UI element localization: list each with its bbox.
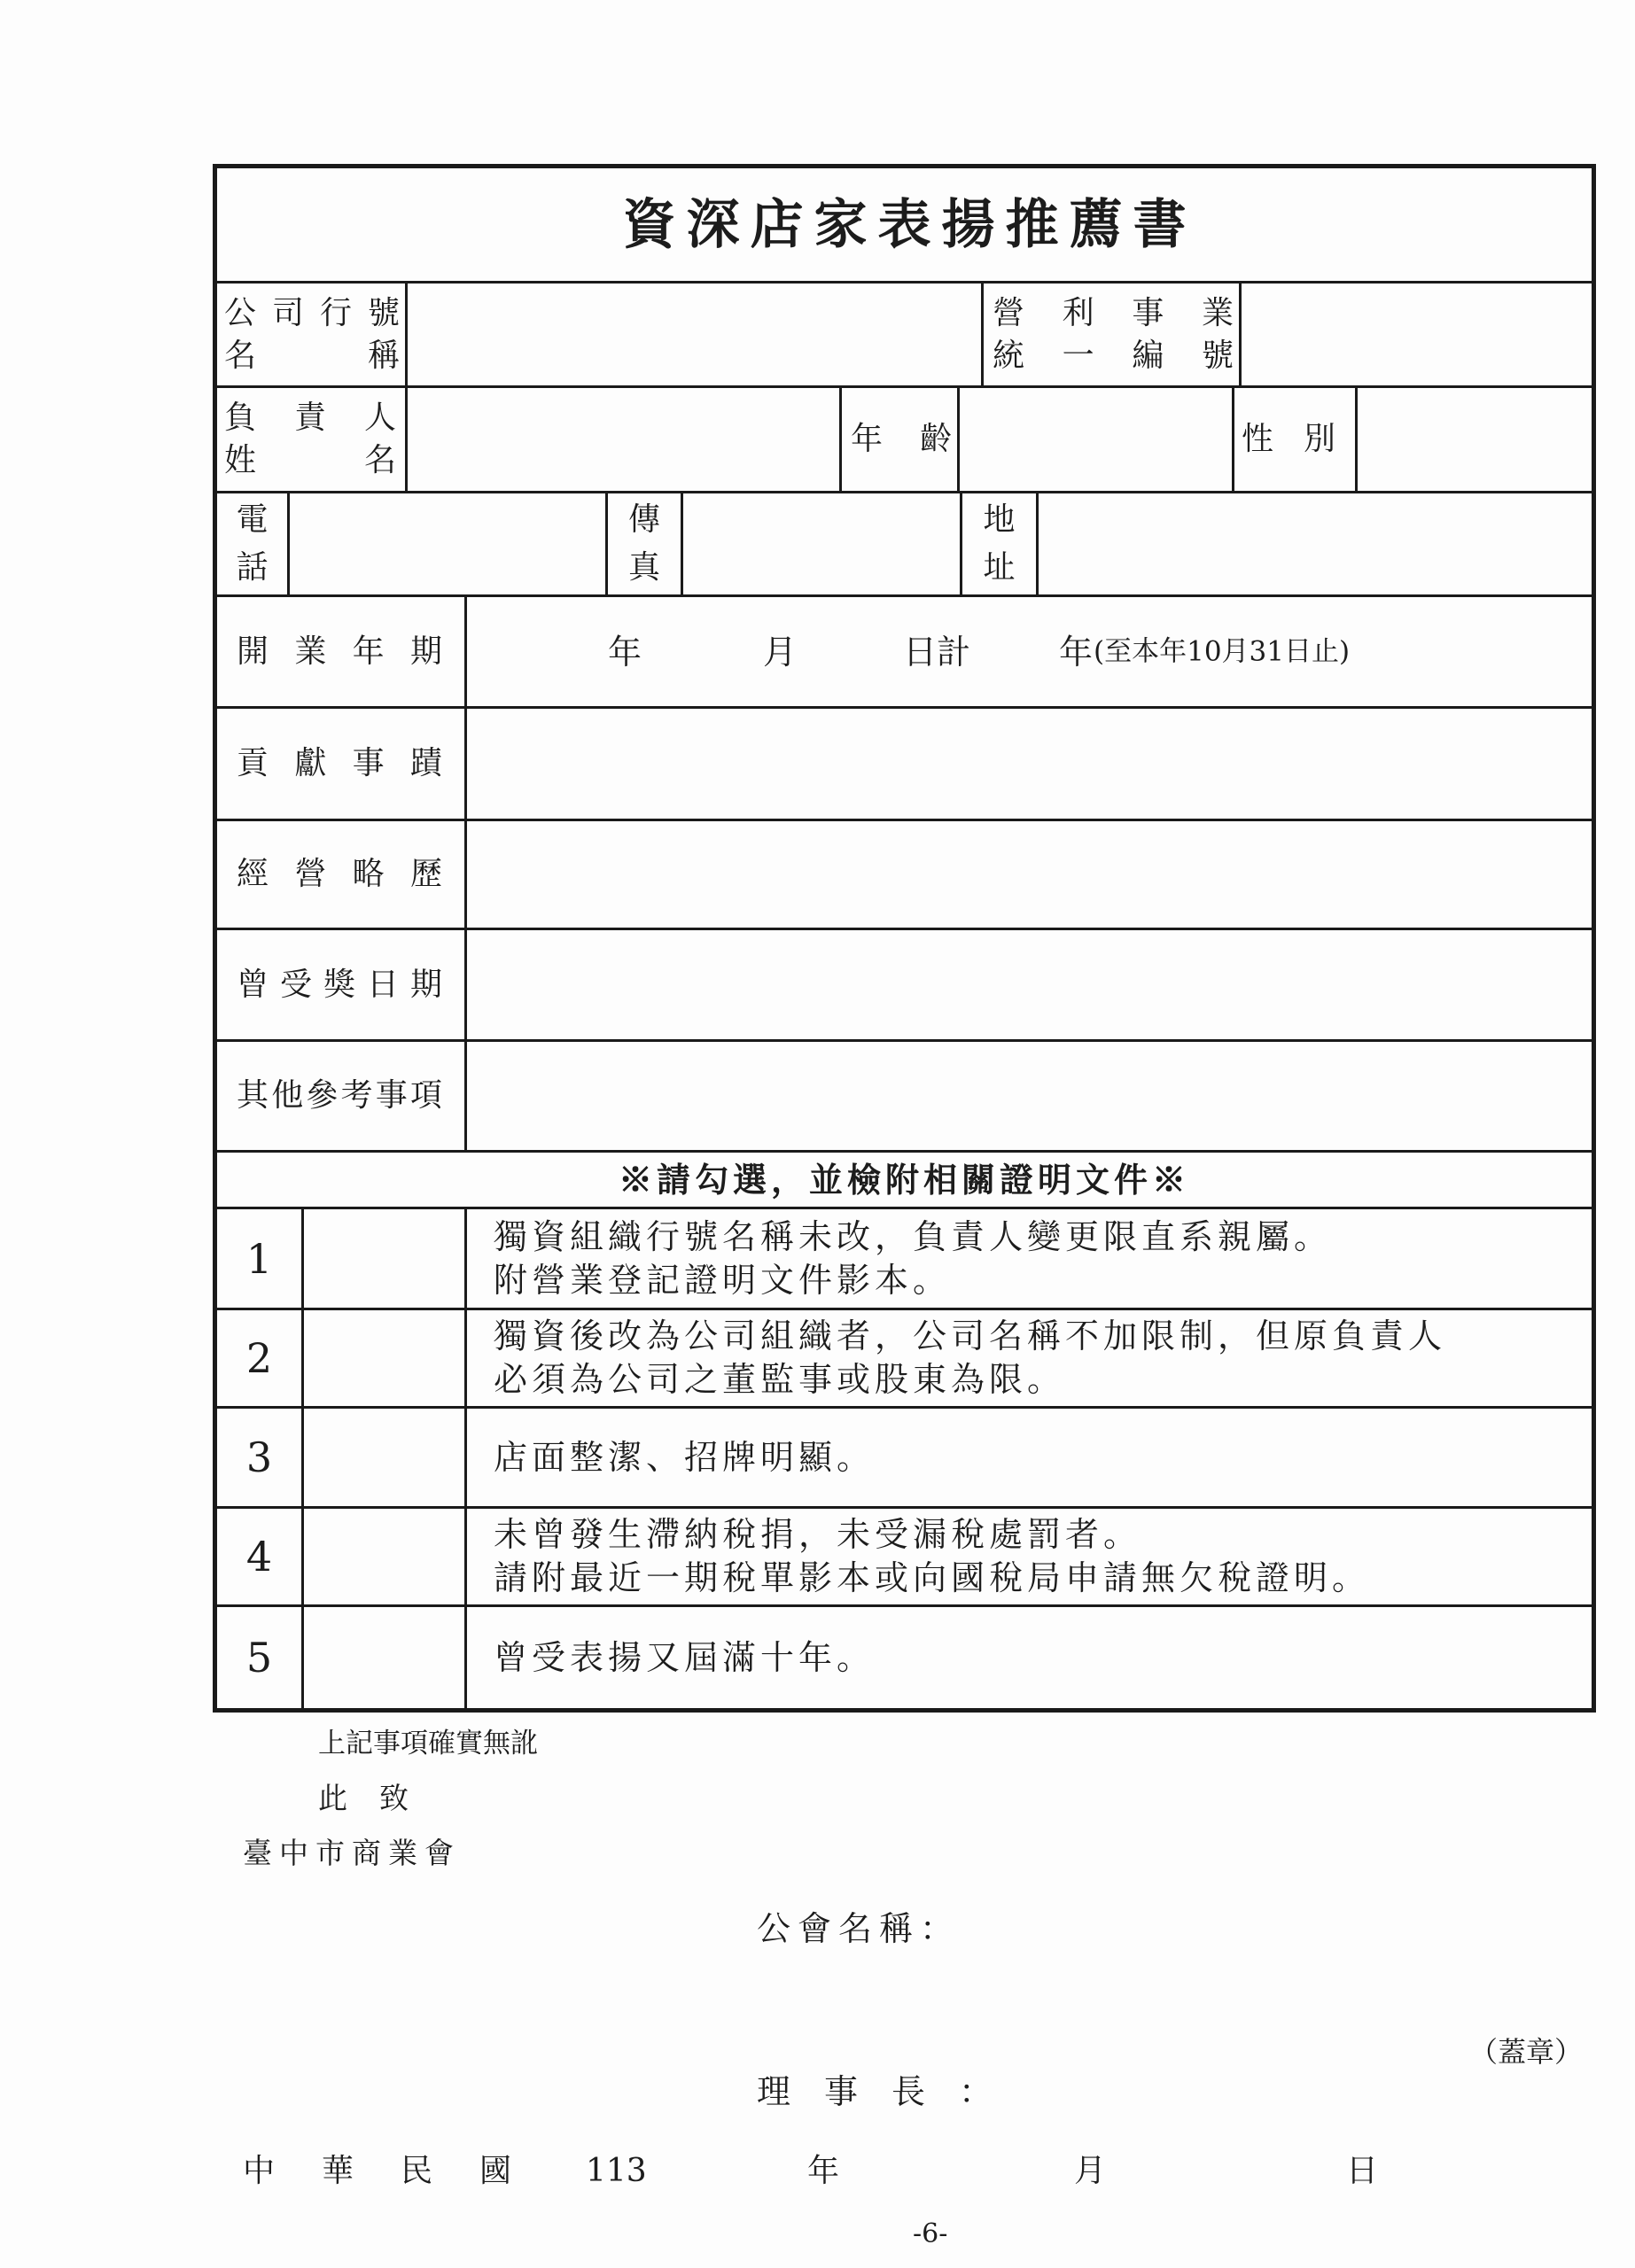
gender-label-cell	[1234, 388, 1358, 493]
checklist-item-4-line2: 請附最近一期稅單影本或向國稅局申請無欠稅證明。	[494, 1558, 1371, 1597]
checklist-item-1-number-cell	[217, 1209, 304, 1310]
phone-label-cell	[217, 493, 290, 597]
phone-label-wrap	[217, 496, 287, 592]
checklist-item-3-text-cell	[467, 1409, 1592, 1509]
recipient: 臺中市商業會	[243, 1836, 461, 1870]
checklist-item-3-text	[467, 1436, 875, 1480]
company-name-value-cell	[408, 284, 984, 388]
other-notes-value-cell	[467, 1042, 1592, 1153]
address-label-wrap	[962, 496, 1036, 592]
other-notes-label: 其他參考事項	[237, 1077, 442, 1114]
company-name-label-cell	[217, 284, 408, 388]
tax-id-label	[984, 292, 1239, 377]
checklist-item-2-number: 2	[245, 1334, 273, 1382]
checklist-item-2-text-cell	[467, 1310, 1592, 1409]
checklist-item-5-checkbox-cell	[304, 1607, 467, 1708]
company-name-label-line1: 公司行號	[224, 294, 400, 331]
opening-period-label-wrap	[217, 631, 464, 673]
opening-period-value-cell	[467, 597, 1592, 709]
owner-name-label-cell	[217, 388, 408, 493]
chairman-label: 理事長：	[757, 2072, 1027, 2111]
owner-name-label-line1: 負責人	[224, 400, 396, 436]
award-date-label: 曾受獎日期	[237, 966, 442, 1003]
owner-name-value-cell	[408, 388, 842, 493]
address-label: 地址	[983, 501, 1016, 586]
tax-id-label-cell	[984, 284, 1242, 388]
address-value-cell	[1039, 493, 1592, 597]
opening-period-label-cell	[217, 597, 467, 709]
checklist-item-4-checkbox-cell	[304, 1509, 467, 1607]
checklist-item-1-checkbox-cell	[304, 1209, 467, 1310]
age-value-cell	[960, 388, 1234, 493]
date-month-unit: 月	[1074, 2153, 1107, 2189]
opening-years-unit: 年	[1059, 632, 1094, 672]
checklist-item-3-checkbox-cell	[304, 1409, 467, 1509]
award-date-label-cell	[217, 930, 467, 1042]
gender-value-cell	[1358, 388, 1592, 493]
date-era: 中華民國	[243, 2153, 559, 2189]
opening-day-count-unit: 日計	[903, 632, 971, 672]
gender-label: 性別	[1242, 421, 1335, 457]
address-label-cell	[962, 493, 1039, 597]
checklist-item-5-number: 5	[245, 1634, 273, 1682]
fax-label: 傳真	[627, 501, 660, 586]
checklist-item-3-number: 3	[245, 1433, 273, 1481]
tax-id-label-line2: 統一編號	[993, 337, 1234, 374]
tax-id-label-line1: 營利事業	[993, 294, 1234, 331]
award-date-label-wrap	[217, 964, 464, 1006]
confirmation-statement: 上記事項確實無訛	[318, 1728, 538, 1759]
fax-label-wrap	[608, 496, 681, 592]
date-year: 113	[586, 2153, 647, 2189]
other-notes-label-cell	[217, 1042, 467, 1153]
contributions-value-cell	[467, 709, 1592, 821]
business-history-value-cell	[467, 821, 1592, 930]
fax-value-cell	[683, 493, 962, 597]
date-day-unit: 日	[1346, 2153, 1379, 2189]
form-title-row	[217, 168, 1592, 284]
checklist-item-5-text	[467, 1636, 875, 1680]
checklist-item-1-text-cell	[467, 1209, 1592, 1310]
business-history-label-cell	[217, 821, 467, 930]
checklist-item-1-line2: 附營業登記證明文件影本。	[494, 1260, 952, 1300]
opening-period-label: 開業年期	[237, 633, 442, 670]
page-number: -6-	[913, 2218, 948, 2249]
company-name-label	[217, 292, 405, 377]
salutation: 此致	[318, 1781, 440, 1815]
checklist-item-5-line1: 曾受表揚又屆滿十年。	[494, 1637, 876, 1677]
opening-month-unit: 月	[763, 632, 798, 672]
gender-label-wrap	[1234, 418, 1355, 461]
phone-label: 電話	[236, 501, 269, 586]
other-notes-label-wrap	[217, 1075, 464, 1117]
opening-year-unit: 年	[608, 632, 642, 672]
tax-id-value-cell	[1242, 284, 1592, 388]
checklist-item-2-text	[467, 1315, 1446, 1402]
checklist-item-2-checkbox-cell	[304, 1310, 467, 1409]
checklist-item-4-number-cell	[217, 1509, 304, 1607]
checklist-header: ※請勾選，並檢附相關證明文件※	[618, 1159, 1190, 1200]
date-year-unit: 年	[807, 2153, 840, 2189]
seal-note: （蓋章）	[1469, 2035, 1584, 2069]
checklist-item-1-line1: 獨資組織行號名稱未改，負責人變更限直系親屬。	[494, 1216, 1333, 1256]
association-name-label: 公會名稱：	[757, 1909, 962, 1948]
age-label-wrap	[842, 418, 957, 461]
checklist-item-5-number-cell	[217, 1607, 304, 1708]
checklist-header-row	[217, 1153, 1592, 1209]
checklist-item-4-number: 4	[245, 1533, 273, 1581]
award-date-value-cell	[467, 930, 1592, 1042]
checklist-item-1-text	[467, 1216, 1332, 1302]
opening-period-note: (至本年10月31日止)	[1094, 635, 1351, 667]
checklist-item-4-text-cell	[467, 1509, 1592, 1607]
checklist-item-4-line1: 未曾發生滯納稅捐，未受漏稅處罰者。	[494, 1515, 1142, 1554]
fax-label-cell	[608, 493, 683, 597]
business-history-label-wrap	[217, 853, 464, 896]
checklist-item-1-number: 1	[245, 1234, 273, 1283]
contributions-label-wrap	[217, 742, 464, 785]
owner-name-label-line2: 姓名	[224, 442, 396, 478]
checklist-item-3-line1: 店面整潔、招牌明顯。	[494, 1437, 876, 1477]
form-title: 資深店家表揚推薦書	[622, 193, 1197, 256]
contributions-label-cell	[217, 709, 467, 821]
company-name-label-line2: 名稱	[224, 337, 400, 374]
phone-value-cell	[290, 493, 608, 597]
checklist-item-4-text	[467, 1513, 1370, 1600]
business-history-label: 經營略歷	[237, 856, 442, 892]
age-label: 年齡	[851, 421, 952, 457]
checklist-item-3-number-cell	[217, 1409, 304, 1509]
checklist-item-2-line2: 必須為公司之董監事或股東為限。	[494, 1360, 1066, 1399]
age-label-cell	[842, 388, 960, 493]
contributions-label: 貢獻事蹟	[237, 745, 442, 781]
checklist-item-2-line1: 獨資後改為公司組織者，公司名稱不加限制，但原負責人	[494, 1317, 1447, 1355]
recommendation-form-table	[213, 164, 1596, 1713]
owner-name-label	[217, 397, 405, 482]
checklist-item-2-number-cell	[217, 1310, 304, 1409]
checklist-item-5-text-cell	[467, 1607, 1592, 1708]
